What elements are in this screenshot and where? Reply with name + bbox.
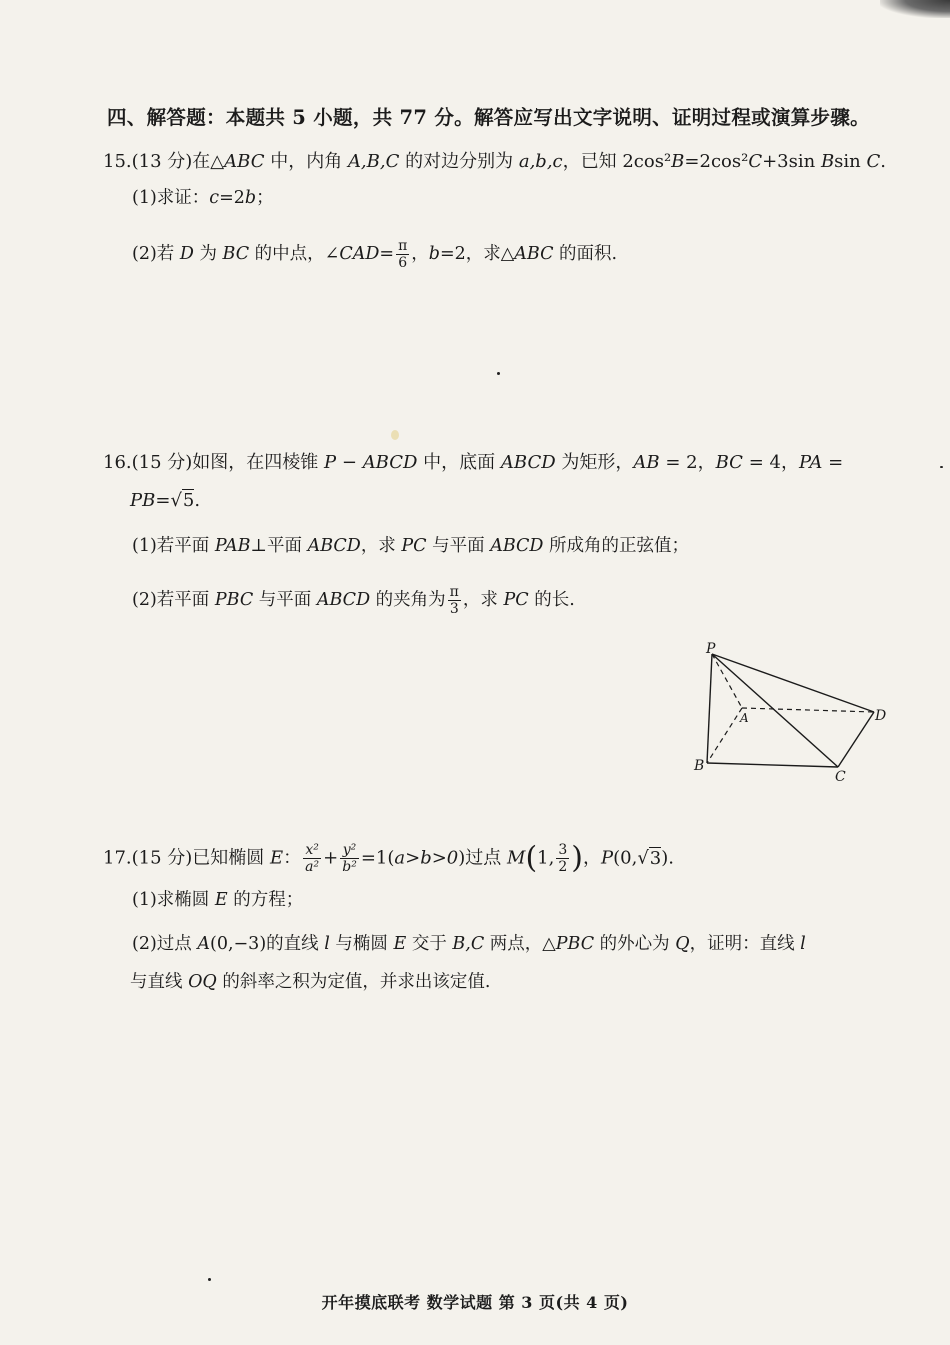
- scan-speck: [208, 1278, 211, 1281]
- q16-p1-math: ABCD: [307, 536, 361, 556]
- edge-BC: [707, 763, 838, 767]
- q17-text: ：: [283, 847, 302, 869]
- q16-p1-math: PAB: [214, 536, 251, 556]
- q16-p2-math: ABCD: [316, 590, 371, 610]
- q15-part1: [132, 186, 274, 210]
- q15-text: +3sin: [762, 151, 821, 172]
- q16-p2-math: PC: [503, 590, 529, 610]
- q17-p3-text: 与直线: [130, 972, 189, 992]
- q15-math: ABC: [224, 151, 265, 172]
- q16-p1-text: 所成角的正弦值；: [543, 536, 690, 556]
- q15-p1-text: =2: [219, 188, 245, 208]
- q17-p2-math: PBC: [555, 934, 595, 954]
- q17-text: ).: [661, 847, 674, 869]
- fraction-numerator: π: [449, 584, 459, 600]
- q17-math: E: [270, 847, 284, 869]
- q17-p2-text: 两点，△: [484, 934, 556, 954]
- q15-p2-math: CAD: [339, 244, 380, 264]
- fraction-denominator: 6: [398, 255, 408, 271]
- q15-math: C: [748, 151, 763, 172]
- q17-p2-math: E: [393, 934, 407, 954]
- q15-p2-text: (2)若: [132, 244, 180, 264]
- q16-part2: [132, 584, 575, 617]
- q15-p2-text: 为: [193, 244, 223, 264]
- q16-text: = 4，: [742, 452, 799, 473]
- q15-p1-math: b: [244, 188, 257, 208]
- q15-part2: [132, 238, 617, 271]
- fraction-denominator: b²: [342, 859, 357, 875]
- q16-math: PA: [798, 452, 823, 473]
- q16-p1-text: (1)若平面: [132, 536, 215, 556]
- q17-p2-text: (0,−3)的直线: [210, 934, 325, 954]
- q16-p1-text: ，求: [360, 536, 402, 556]
- q17-p3-math: OQ: [188, 972, 217, 992]
- q15-text: 中，内角: [264, 151, 348, 172]
- q17-part2-line2: [130, 970, 490, 994]
- q17-fraction-y: [340, 842, 359, 875]
- q15-p2-math: ABC: [514, 244, 554, 264]
- vertex-label-P: P: [706, 641, 716, 657]
- q16-math: ABCD: [362, 452, 418, 473]
- q16-math: AB: [633, 452, 660, 473]
- q15-text: 在△: [192, 151, 225, 172]
- q16-p2-text: ，求: [462, 590, 504, 610]
- q16-math: PB: [130, 490, 156, 511]
- q16-part1: [132, 534, 689, 558]
- q17-p2-text: ，证明：直线: [689, 934, 801, 954]
- q16-text: =: [155, 490, 171, 511]
- pyramid-figure: [688, 636, 898, 786]
- q16-text: .: [194, 490, 201, 511]
- q17-fraction-M: [556, 842, 569, 875]
- q15-label: 15.(13 分): [103, 151, 193, 172]
- q17-text: 已知椭圆: [192, 847, 271, 869]
- scan-corner-shadow: [880, 0, 950, 18]
- q16-label: 16.(15 分): [103, 452, 193, 473]
- q17-text: =1(: [360, 847, 395, 869]
- q16-p1-text: 与平面: [426, 536, 491, 556]
- q15-p2-text: ，: [411, 244, 429, 264]
- q17-p2-math: l: [324, 934, 330, 954]
- q17-p2-text: 交于: [406, 934, 453, 954]
- q16-stem-line2: PB=√5.: [130, 490, 201, 511]
- q16-math: ABCD: [500, 452, 556, 473]
- q17-p1-math: E: [214, 890, 228, 910]
- q17-paren: ): [571, 840, 583, 876]
- fraction-denominator: a²: [305, 859, 320, 875]
- q17-math: M: [507, 847, 526, 869]
- q17-text: )过点: [458, 847, 507, 869]
- q15-p1-math: c: [209, 188, 220, 208]
- fraction-numerator: π: [398, 238, 408, 254]
- q15-math: A,B,C: [347, 151, 400, 172]
- q17-p2-text: 的外心为: [594, 934, 676, 954]
- q15-text: =2cos²: [684, 151, 749, 172]
- fraction-numerator: x²: [303, 842, 321, 859]
- q15-p2-text: =2，求△: [439, 244, 515, 264]
- q16-text: =: [822, 452, 844, 473]
- q16-math: BC: [715, 452, 743, 473]
- q15-math: B: [820, 151, 835, 172]
- q17-p1-text: 的方程；: [227, 890, 304, 910]
- q15-p2-math: D: [179, 244, 194, 264]
- q15-math: C: [866, 151, 881, 172]
- q16-p2-math: PBC: [214, 590, 254, 610]
- scan-speck: [940, 466, 943, 468]
- q17-math: a>b>0: [394, 847, 459, 869]
- q16-p2-text: 的夹角为: [370, 590, 446, 610]
- q15-fraction: [396, 238, 409, 271]
- q15-math: a,b,c: [518, 151, 563, 172]
- q15-text: sin: [834, 151, 867, 172]
- q17-p1-text: (1)求椭圆: [132, 890, 215, 910]
- q16-p1-math: PC: [401, 536, 427, 556]
- q16-stem: [103, 451, 843, 475]
- q15-p2-math: BC: [222, 244, 250, 264]
- vertex-label-D: D: [875, 708, 887, 724]
- q15-p1-text: ；: [256, 188, 274, 208]
- q15-text: 的对边分别为: [399, 151, 519, 172]
- q16-p1-math: ABCD: [490, 536, 544, 556]
- q17-p2-math: A: [197, 934, 210, 954]
- q15-p2-text: =: [379, 244, 395, 264]
- q15-text: ，已知 2cos²: [562, 151, 672, 172]
- edge-PC: [712, 654, 838, 767]
- q17-p3-text: 的斜率之积为定值，并求出该定值.: [216, 972, 491, 992]
- q17-label: 17.(15 分): [103, 847, 193, 869]
- fraction-denominator: 2: [558, 859, 568, 875]
- q15-p2-math: b: [428, 244, 440, 264]
- q15-p2-text: 的面积.: [553, 244, 618, 264]
- q16-p2-text: 与平面: [253, 590, 317, 610]
- vertex-label-B: B: [694, 758, 705, 774]
- edge-PD: [712, 654, 874, 712]
- q17-text: (0,: [613, 847, 638, 869]
- q17-part1: [132, 888, 303, 912]
- q15-math: B: [671, 151, 685, 172]
- q16-p2-text: (2)若平面: [132, 590, 215, 610]
- q17-math: P: [600, 847, 614, 869]
- sqrt-radicand: 3: [649, 847, 662, 869]
- q16-text: 为矩形，: [555, 452, 634, 473]
- edge-AD-hidden: [742, 708, 874, 712]
- q17-part2: [132, 932, 806, 956]
- page-footer: 开年摸底联考 数学试题 第 3 页(共 4 页): [321, 1293, 629, 1312]
- fraction-numerator: y²: [340, 842, 359, 859]
- scan-speck: [497, 372, 500, 375]
- vertex-label-C: C: [835, 769, 846, 785]
- q16-math: P: [324, 452, 337, 473]
- q15-text: .: [880, 151, 886, 172]
- q16-p2-text: 的长.: [528, 590, 575, 610]
- edge-CD: [838, 712, 874, 767]
- q16-text: 中，底面: [417, 452, 501, 473]
- q15-stem: [103, 150, 886, 174]
- q17-fraction-x: [303, 842, 321, 875]
- q15-p1-text: (1)求证：: [132, 188, 210, 208]
- q17-paren: (: [525, 840, 538, 876]
- fraction-denominator: 3: [449, 601, 459, 617]
- q17-stem: 17.(15 分)已知椭圆 E： $\frac{\text{x²}}{\text{a²}}$ + $\frac{\text{y²}}{\text{b²}}$ =1(a>b>0)过点 M(1, $\frac{3}{2}$ )，P(0,√3).: [103, 840, 674, 876]
- edge-PB: [707, 654, 712, 763]
- edge-PA-hidden: [712, 654, 742, 708]
- q17-p2-math: Q: [675, 934, 690, 954]
- scan-stain: [391, 430, 399, 440]
- q15-p2-text: 的中点，∠: [249, 244, 340, 264]
- sqrt-radicand: 5: [182, 490, 195, 511]
- q17-text: 1,: [537, 847, 555, 869]
- q17-p2-math: l: [800, 934, 806, 954]
- q16-text: = 2，: [659, 452, 716, 473]
- fraction-numerator: 3: [558, 842, 568, 858]
- q17-p2-text: 与椭圆: [329, 934, 394, 954]
- q16-text: 如图，在四棱锥: [192, 452, 325, 473]
- edge-AB-hidden: [707, 708, 742, 763]
- q17-p2-math: B,C: [452, 934, 485, 954]
- q17-p2-text: (2)过点: [132, 934, 198, 954]
- q16-p1-text: ⊥平面: [250, 536, 308, 556]
- q16-fraction: [448, 584, 461, 617]
- q17-text: ，: [582, 847, 601, 869]
- vertex-label-A: A: [740, 711, 749, 725]
- q17-text: +: [323, 847, 339, 869]
- q16-text: −: [336, 452, 363, 473]
- section-title: 四、解答题：本题共 5 小题，共 77 分。解答应写出文字说明、证明过程或演算步骤。: [107, 106, 870, 129]
